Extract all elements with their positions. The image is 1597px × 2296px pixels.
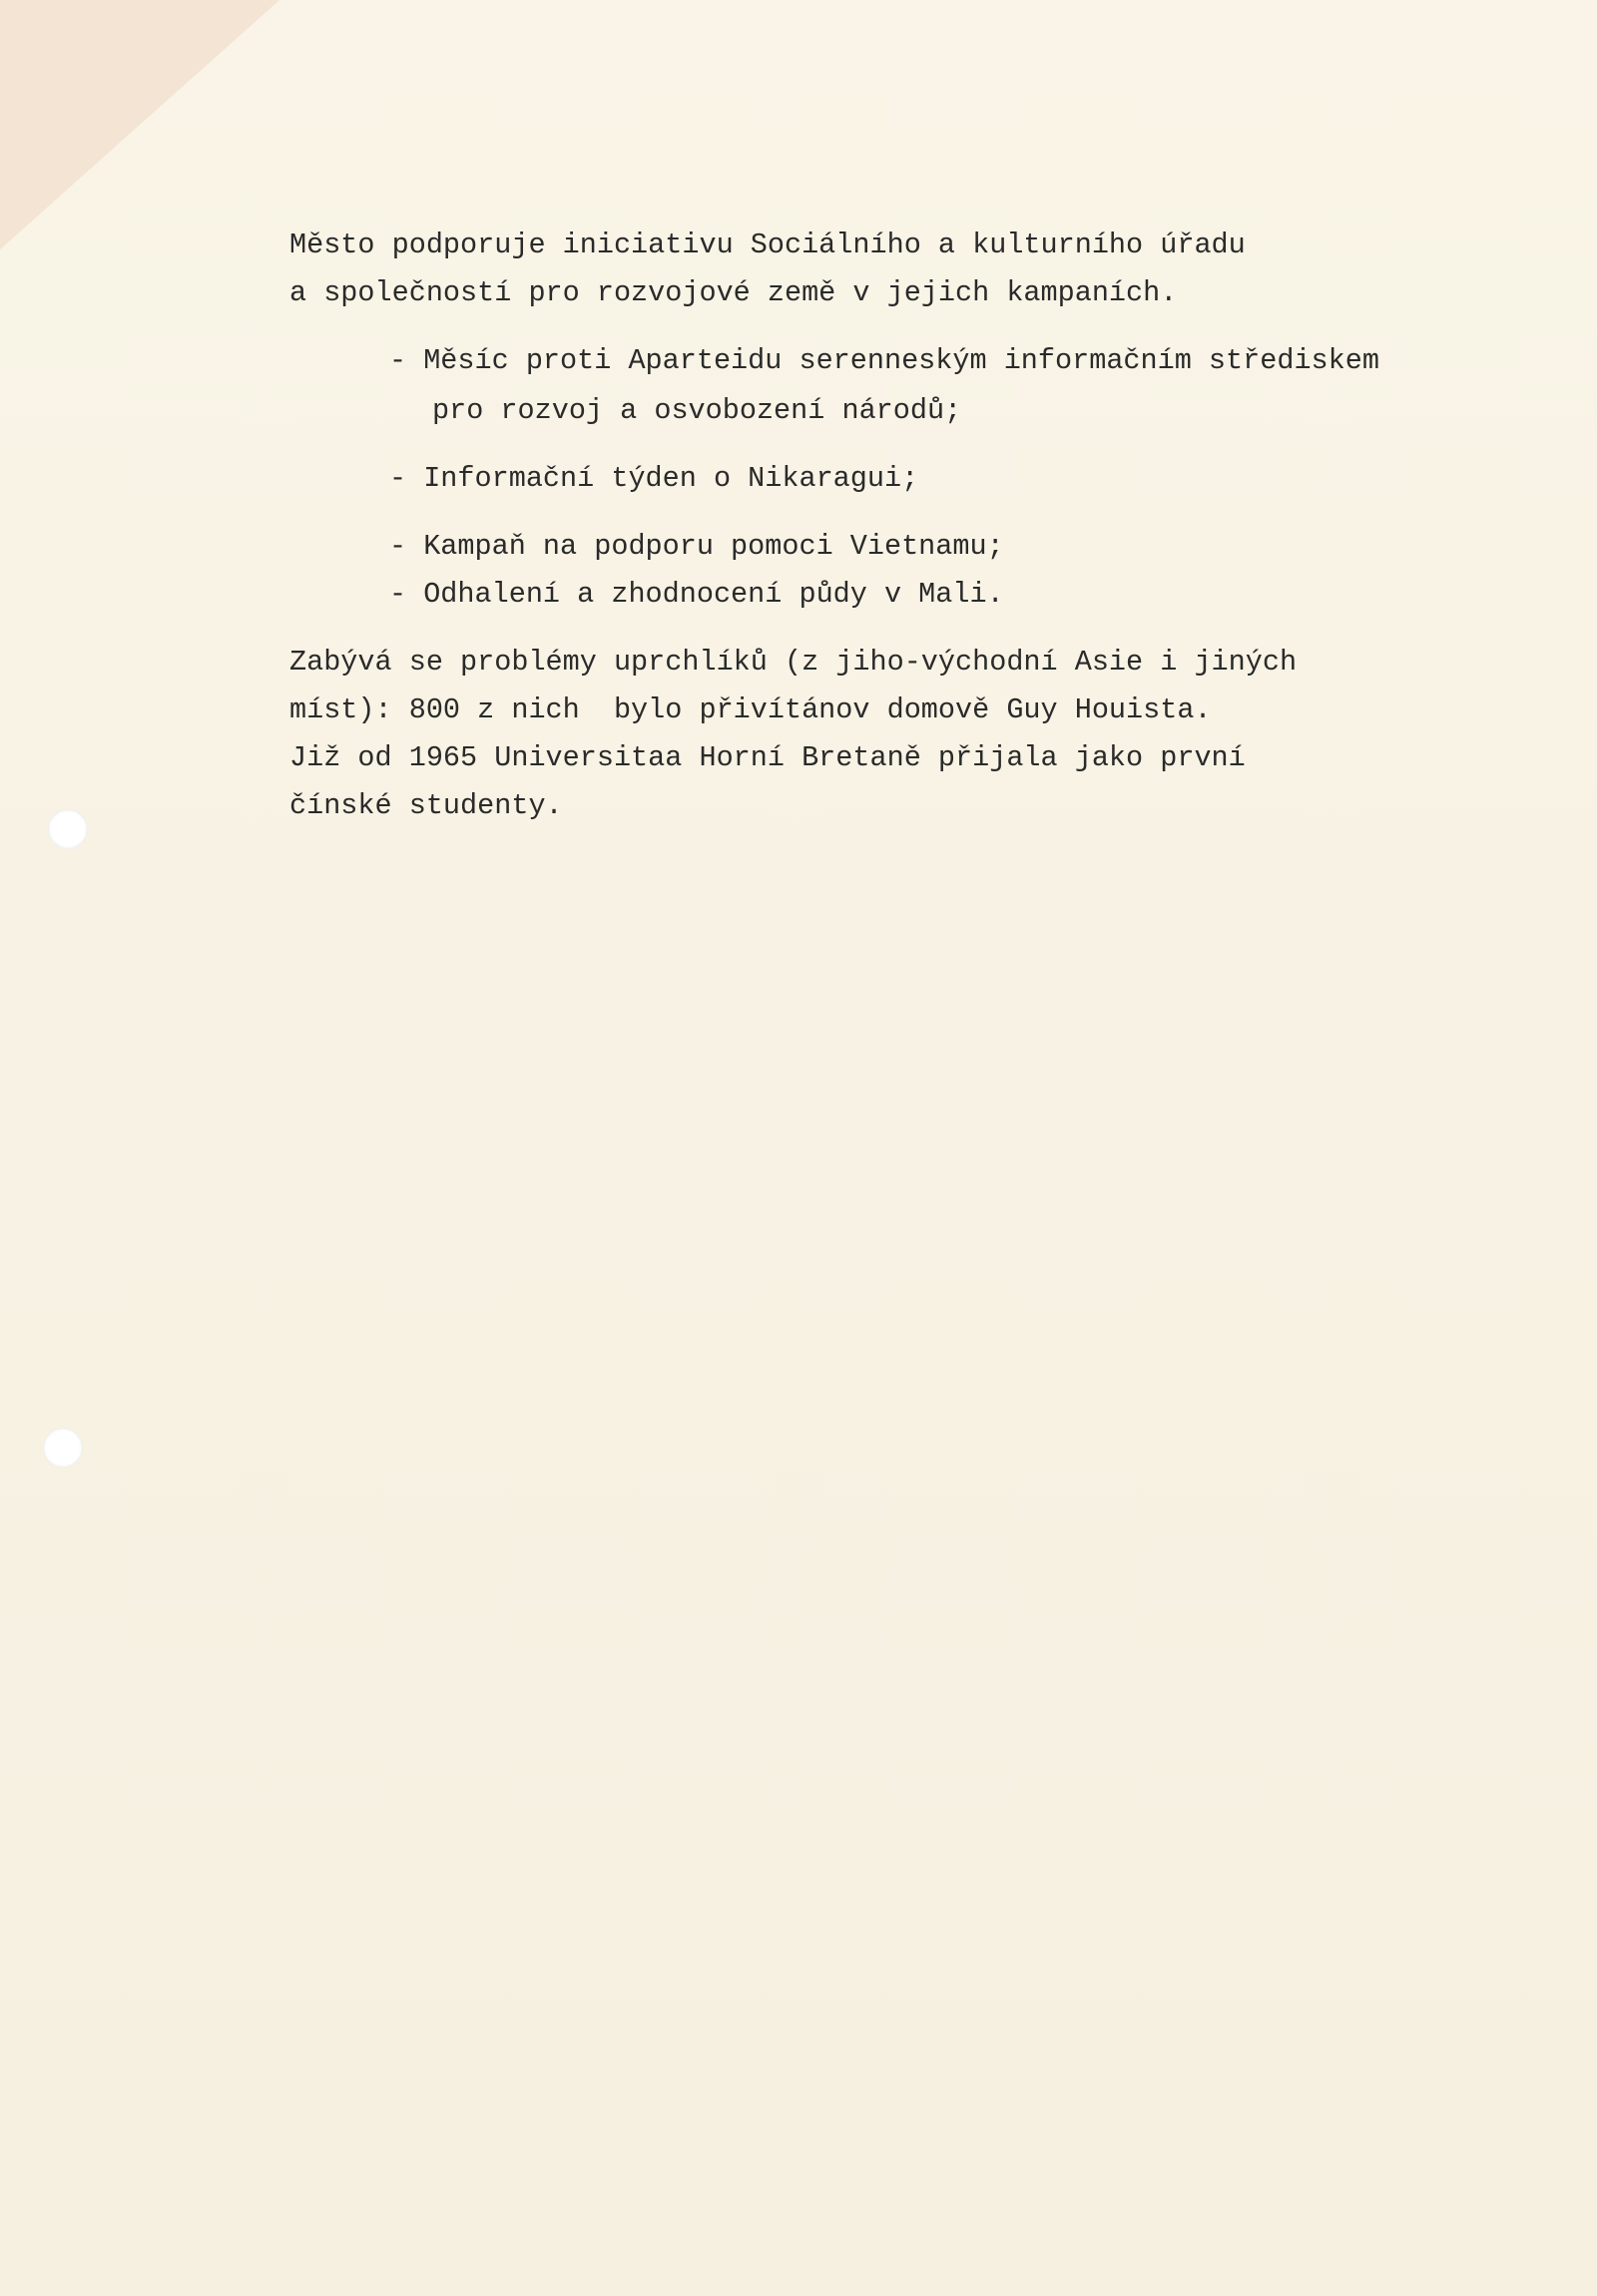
- closing-line-1: Zabývá se problémy uprchlíků (z jiho-východní Asie i jiných: [289, 646, 1298, 679]
- folded-corner: [0, 0, 279, 249]
- punch-hole-top: [48, 809, 88, 849]
- campaign-1-line-1: - Měsíc proti Aparteidu serenneským informačním střediskem: [389, 344, 1379, 377]
- campaign-3: - Kampaň na podporu pomoci Vietnamu;: [389, 530, 1004, 563]
- intro-line-2: a společností pro rozvojové země v jejich kampaních.: [289, 276, 1178, 309]
- intro-line-1: Město podporuje iniciativu Sociálního a kulturního úřadu: [289, 229, 1246, 261]
- campaign-2: - Informační týden o Nikaragui;: [389, 462, 919, 495]
- punch-hole-bottom: [43, 1428, 83, 1468]
- campaign-4: - Odhalení a zhodnocení půdy v Mali.: [389, 578, 1004, 611]
- closing-line-4: čínské studenty.: [289, 789, 563, 822]
- closing-line-2: míst): 800 z nich bylo přivítánov domově Guy Houista.: [289, 693, 1212, 726]
- campaign-1-line-2: pro rozvoj a osvobození národů;: [432, 394, 962, 427]
- closing-line-3: Již od 1965 Universitaa Horní Bretaně přijala jako první: [289, 741, 1246, 774]
- typed-text: [289, 226, 1587, 822]
